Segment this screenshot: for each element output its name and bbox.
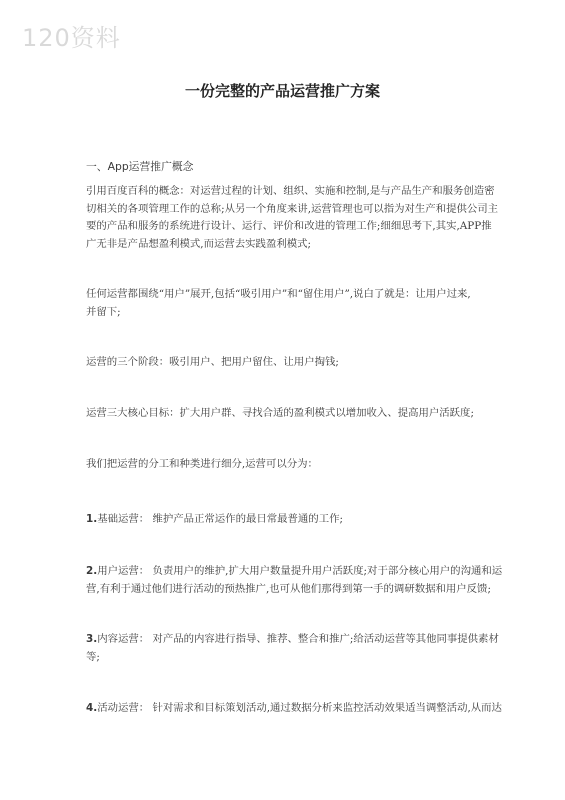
list-item-line xyxy=(86,700,502,718)
paragraph-line: 我们把运营的分工和种类进行细分,运营可以分为： xyxy=(86,458,318,470)
list-item-basic-operation xyxy=(86,511,482,529)
list-item-line: 营,有利于通过他们进行活动的预热推广,也可从他们那得到第一手的调研数据和用户反馈; xyxy=(86,582,491,595)
document-title: 一份完整的产品运营推广方案 xyxy=(184,82,380,100)
list-item-activity-operation xyxy=(86,700,502,718)
list-item-line xyxy=(86,511,482,529)
paragraph-line: 切相关的各项管理工作的总称;从另一个角度来讲,运营管理也可以指为对生产和提供公司主 xyxy=(86,202,499,215)
paragraph-line: 运营的三个阶段：吸引用户、把用户留住、让用户掏钱; xyxy=(86,356,339,368)
paragraph-line: 要的产品和服务的系统进行设计、运行、评价和改进的管理工作;细细思考下,其实,APP推 xyxy=(86,220,492,232)
paragraph-line: 运营三大核心目标：扩大用户群、寻找合适的盈利模式以增加收入、提高用户活跃度; xyxy=(86,407,474,419)
list-item-line xyxy=(86,563,503,581)
list-item-line xyxy=(86,631,499,649)
list-item-number: 2. xyxy=(86,565,98,577)
paragraph-concept xyxy=(86,183,499,253)
paragraph-users xyxy=(86,286,482,321)
paragraph-line: 任何运营都围绕“用户”展开,包括“吸引用户”和“留住用户”,说白了就是：让用户过来, xyxy=(86,288,471,300)
list-item-text: 活动运营： 针对需求和目标策划活动,通过数据分析来监控活动效果适当调整活动,从而达 xyxy=(97,702,502,714)
list-item-text: 内容运营： 对产品的内容进行指导、推荐、整合和推广;给活动运营等其他同事提供素材 xyxy=(97,633,499,645)
list-item-number: 4. xyxy=(86,702,98,714)
list-item-text: 基础运营： 维护产品正常运作的最日常最普通的工作; xyxy=(97,513,343,525)
list-item-user-operation xyxy=(86,563,503,598)
list-item-line: 等; xyxy=(86,650,100,663)
list-item-content-operation xyxy=(86,631,499,666)
section-heading: 一、App运营推广概念 xyxy=(86,160,194,173)
list-item-number: 1. xyxy=(86,513,98,525)
paragraph-line: 广无非是产品想盈利模式,而运营去实践盈利模式; xyxy=(86,237,312,250)
paragraph-line: 引用百度百科的概念：对运营过程的计划、组织、实施和控制,是与产品生产和服务创造密 xyxy=(86,185,495,197)
paragraph-goals xyxy=(86,405,482,423)
watermark: 120资料 xyxy=(22,24,121,52)
list-item-text: 用户运营： 负责用户的维护,扩大用户数量提升用户活跃度;对于部分核心用户的沟通和运 xyxy=(97,565,503,577)
paragraph-division xyxy=(86,456,482,474)
list-item-number: 3. xyxy=(86,633,98,645)
paragraph-line: 并留下; xyxy=(86,305,121,318)
paragraph-stages xyxy=(86,354,482,372)
